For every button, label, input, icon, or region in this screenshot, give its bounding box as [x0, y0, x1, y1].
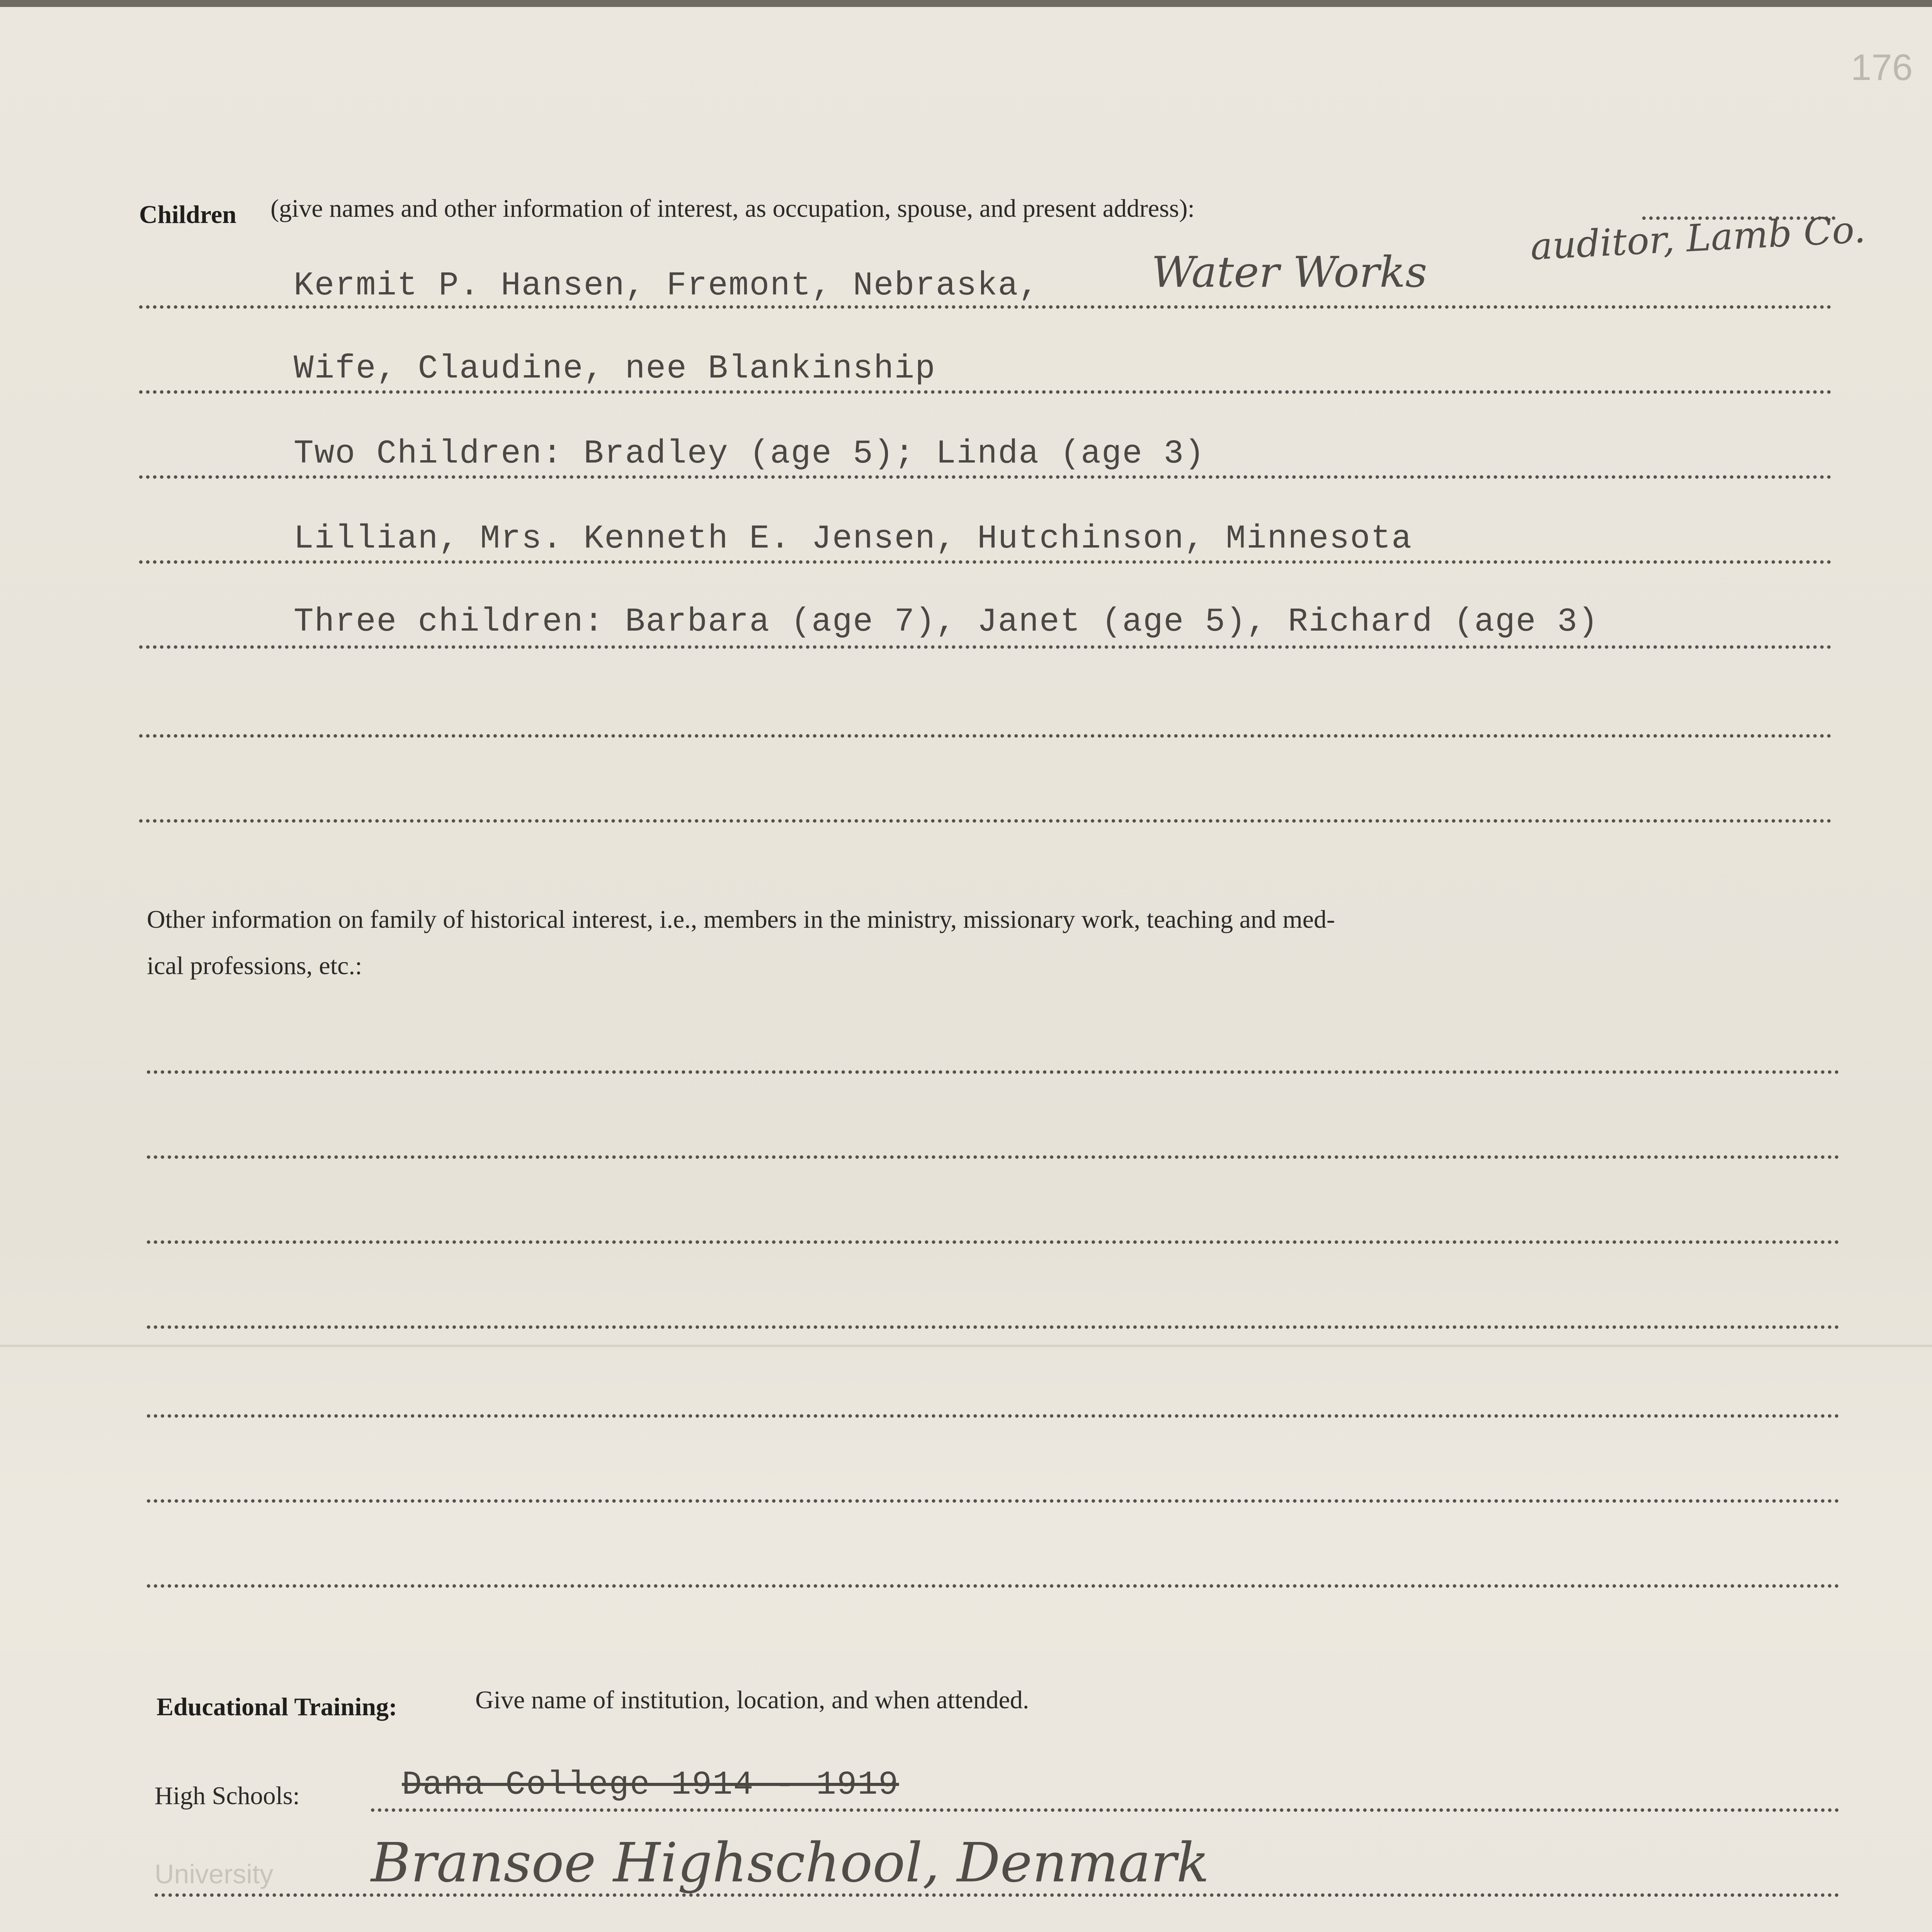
- other-info-line-7: [147, 1584, 1839, 1588]
- education-heading: Educational Training:: [156, 1693, 397, 1721]
- children-heading: Children: [139, 201, 236, 229]
- child-line-4: Lillian, Mrs. Kenneth E. Jensen, Hutchinson, Minnesota: [294, 520, 1412, 558]
- child-line-5: Three children: Barbara (age 7), Janet (age 5), Richard (age 3): [294, 603, 1599, 641]
- education-prompt: Give name of institution, location, and when attended.: [475, 1686, 1029, 1714]
- other-info-line-6: [147, 1499, 1839, 1503]
- other-info-prompt-line-2: ical professions, etc.:: [147, 952, 362, 980]
- children-line-3-dots: [139, 475, 1832, 479]
- children-line-5-dots: [139, 645, 1832, 649]
- high-schools-label: High Schools:: [155, 1782, 300, 1810]
- page-number: 176: [1851, 47, 1913, 88]
- children-blank-line-2: [139, 819, 1832, 823]
- paper-top-edge: [0, 0, 1932, 7]
- handwritten-occupation: Water Works: [1151, 247, 1427, 297]
- children-line-1-dots: [139, 305, 1832, 309]
- other-info-line-3: [147, 1240, 1839, 1244]
- children-line-2-dots: [139, 390, 1832, 394]
- corner-archive-note: [1754, 18, 1893, 28]
- university-faint-label: University: [155, 1859, 274, 1889]
- children-line-4-dots: [139, 560, 1832, 564]
- child-line-3: Two Children: Bradley (age 5); Linda (age 3): [294, 435, 1205, 473]
- high-schools-struck-entry: Dana College 1914 - 1919: [402, 1766, 899, 1804]
- fold-crease: [0, 1345, 1932, 1347]
- other-info-prompt-line-1: Other information on family of historical interest, i.e., members in the ministry, missionary work, teaching and med-: [147, 905, 1335, 934]
- high-schools-handwritten-entry: Bransoe Highschool, Denmark: [371, 1832, 1209, 1895]
- other-info-line-5: [147, 1414, 1839, 1418]
- child-line-2: Wife, Claudine, nee Blankinship: [294, 350, 936, 388]
- other-info-line-4: [147, 1325, 1839, 1329]
- child-line-1: Kermit P. Hansen, Fremont, Nebraska,: [294, 267, 1039, 304]
- handwritten-note: auditor, Lamb Co.: [1529, 207, 1867, 269]
- other-info-line-2: [147, 1155, 1839, 1159]
- other-info-line-1: [147, 1070, 1839, 1074]
- children-blank-line-1: [139, 734, 1832, 738]
- children-prompt: (give names and other information of interest, as occupation, spouse, and present address):: [270, 194, 1195, 223]
- high-schools-line-1: [371, 1808, 1839, 1812]
